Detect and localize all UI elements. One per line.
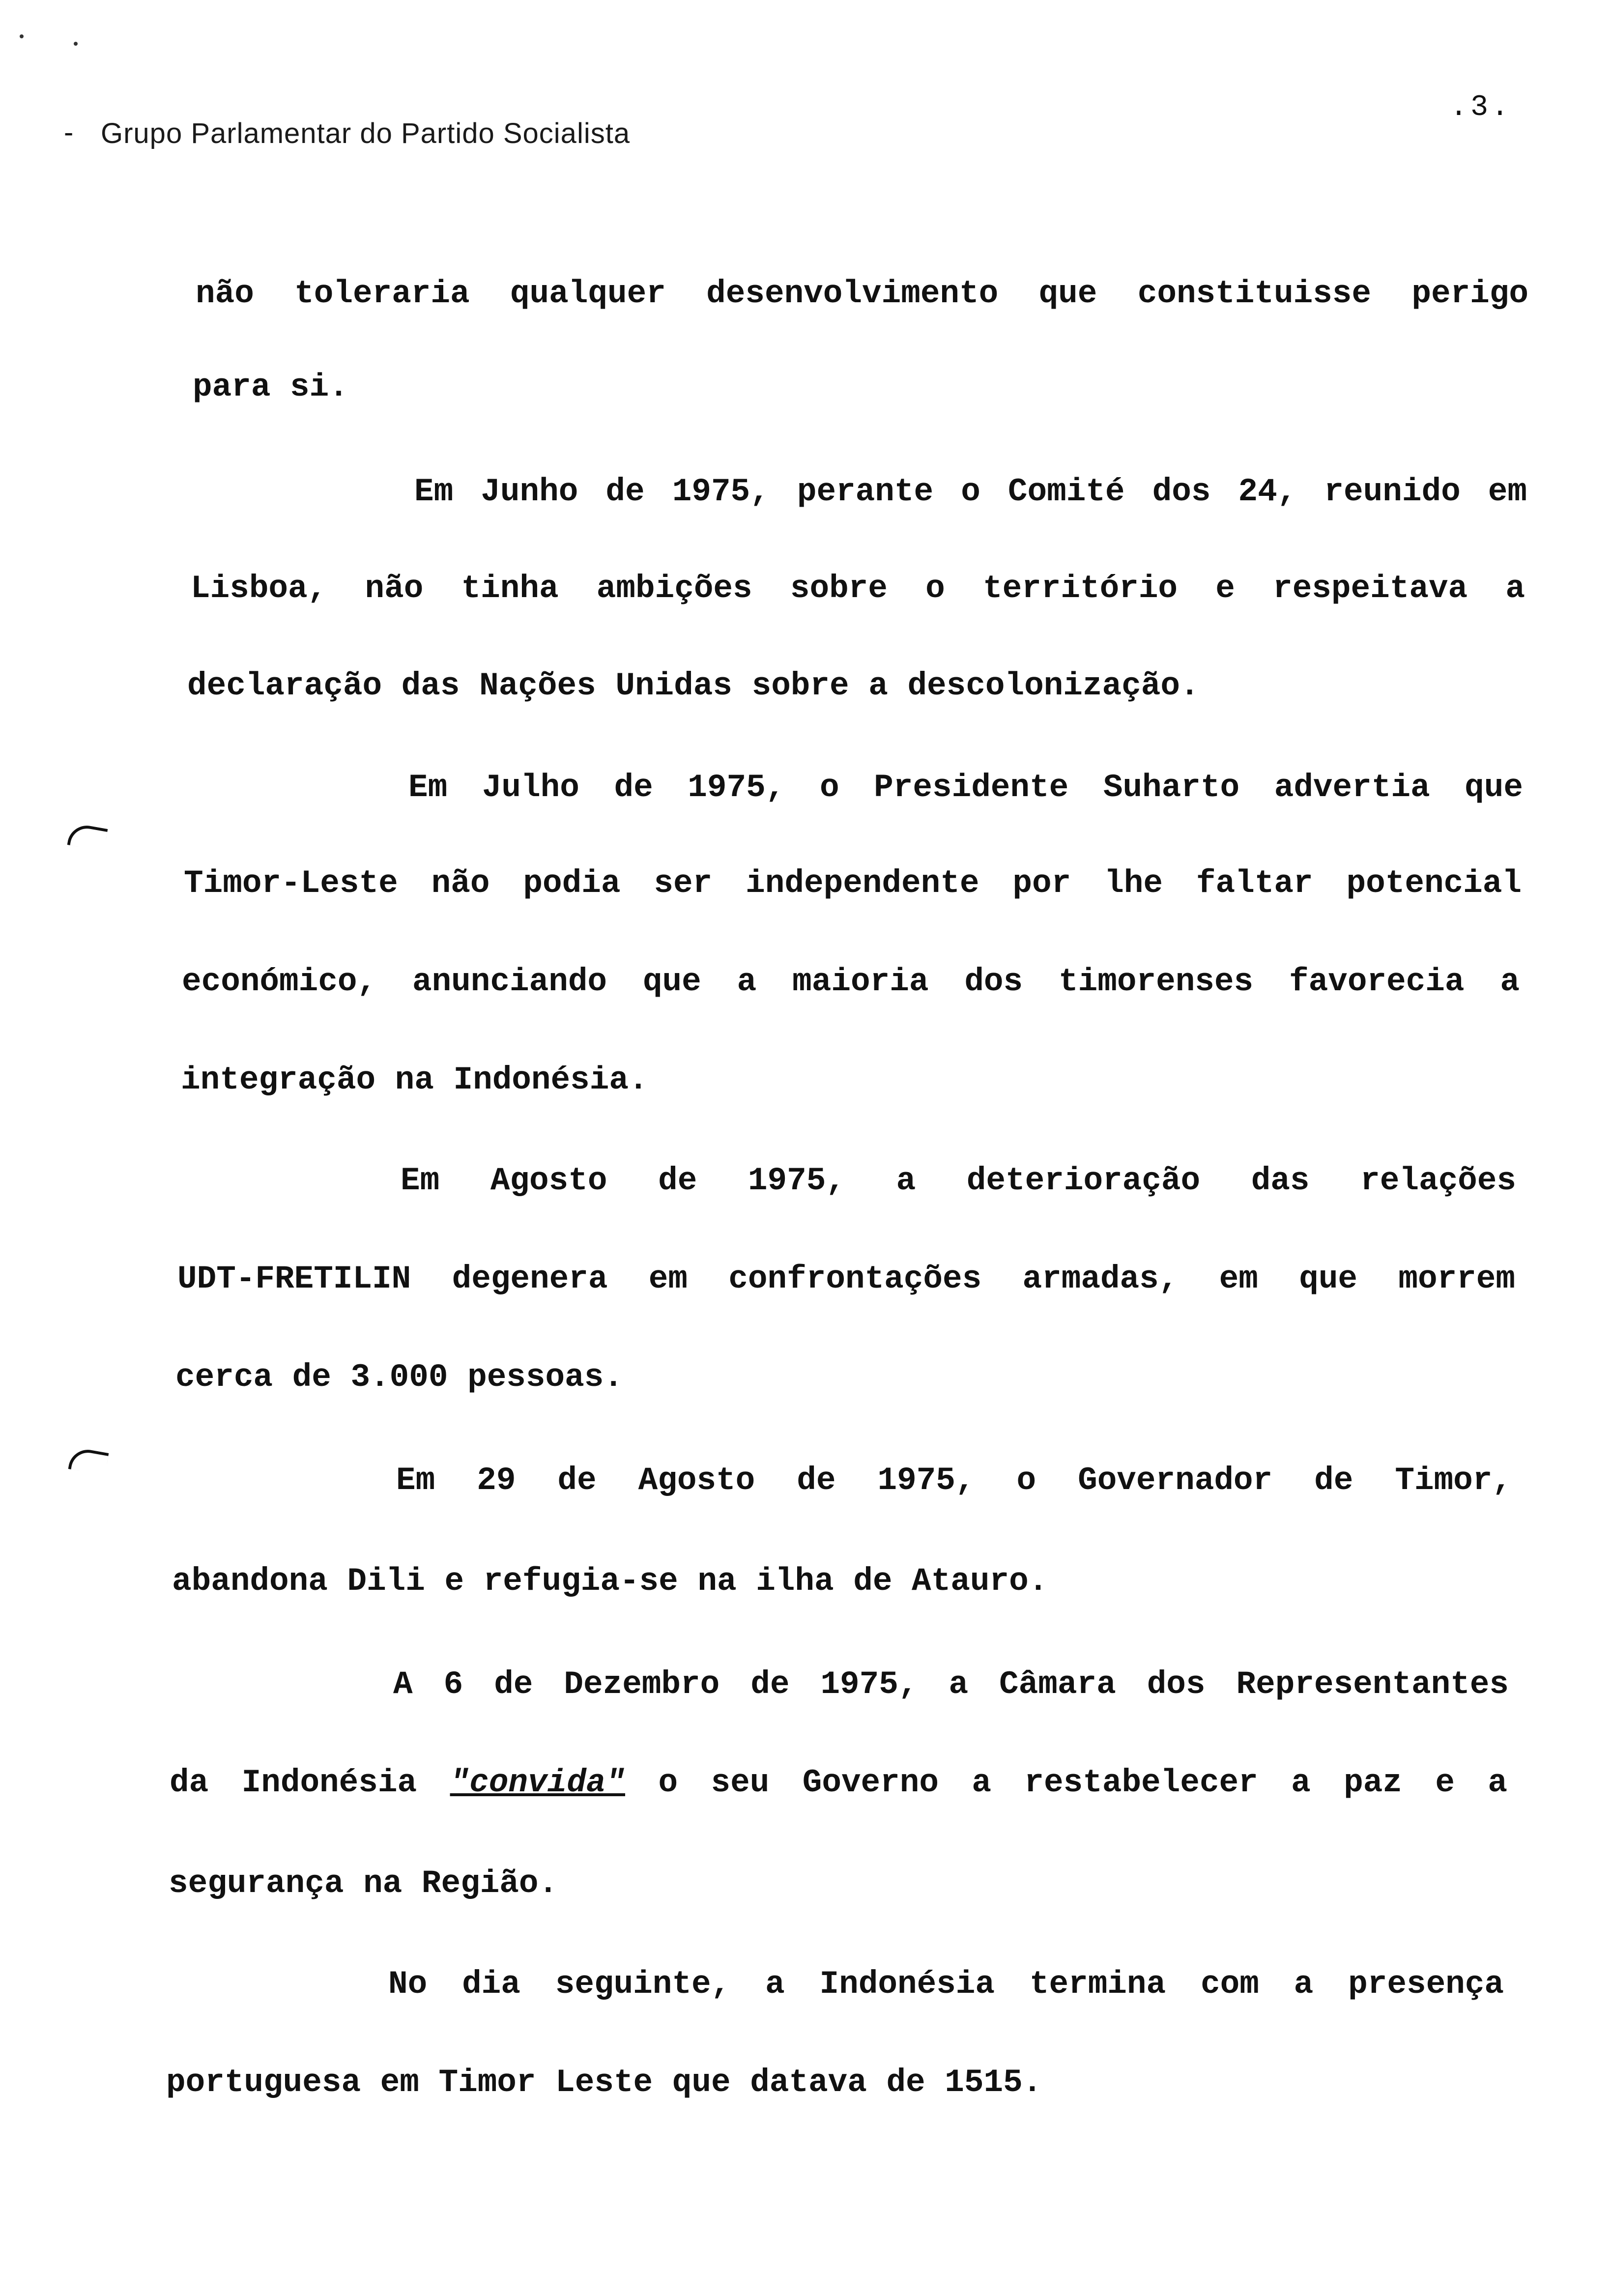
text-line-7: Timor-Leste não podia ser independente por lhe faltar potencial: [184, 865, 1522, 902]
text-line-5: declaração das Nações Unidas sobre a descolonização.: [187, 667, 1200, 704]
text-line-18: No dia seguinte, a Indonésia termina com a presença: [388, 1966, 1504, 2003]
text-line-15: A 6 de Dezembro de 1975, a Câmara dos Representantes: [393, 1666, 1509, 1703]
text-line-17: segurança na Região.: [169, 1865, 558, 1902]
header-organization: Grupo Parlamentar do Partido Socialista: [101, 117, 631, 149]
margin-mark: [67, 823, 108, 851]
quoted-convida: "convida": [450, 1764, 626, 1801]
text-line-4: Lisboa, não tinha ambições sobre o território e respeitava a: [191, 570, 1525, 607]
text-line-1: não toleraria qualquer desenvolvimento que constituisse perigo: [196, 275, 1528, 312]
text-line-13: Em 29 de Agosto de 1975, o Governador de Timor,: [396, 1462, 1512, 1499]
text-line-8: económico, anunciando que a maioria dos timorenses favorecia a: [182, 963, 1520, 1000]
text-line-12: cerca de 3.000 pessoas.: [175, 1359, 623, 1396]
header-dash: -: [64, 116, 74, 148]
text-line-16-rest: o seu Governo a restabelecer a paz e a: [658, 1764, 1508, 1801]
scan-speck: [74, 42, 78, 46]
text-line-9: integração na Indonésia.: [181, 1062, 648, 1098]
text-line-16-prefix: da Indonésia: [170, 1764, 417, 1801]
text-line-16: [170, 1764, 1507, 1801]
text-line-14: abandona Dili e refugia-se na ilha de Atauro.: [172, 1563, 1048, 1600]
text-line-10: Em Agosto de 1975, a deterioração das relações: [401, 1162, 1516, 1199]
text-line-19: portuguesa em Timor Leste que datava de 1515.: [166, 2064, 1042, 2101]
text-line-2: para si.: [193, 369, 348, 405]
text-line-11: UDT-FRETILIN degenera em confrontações armadas, em que morrem: [177, 1261, 1515, 1297]
margin-mark: [68, 1447, 109, 1475]
text-line-6: Em Julho de 1975, o Presidente Suharto advertia que: [408, 769, 1523, 806]
scan-speck: [20, 34, 24, 38]
text-line-3: Em Junho de 1975, perante o Comité dos 24, reunido em: [414, 473, 1527, 510]
page-number: .3.: [1450, 91, 1512, 124]
